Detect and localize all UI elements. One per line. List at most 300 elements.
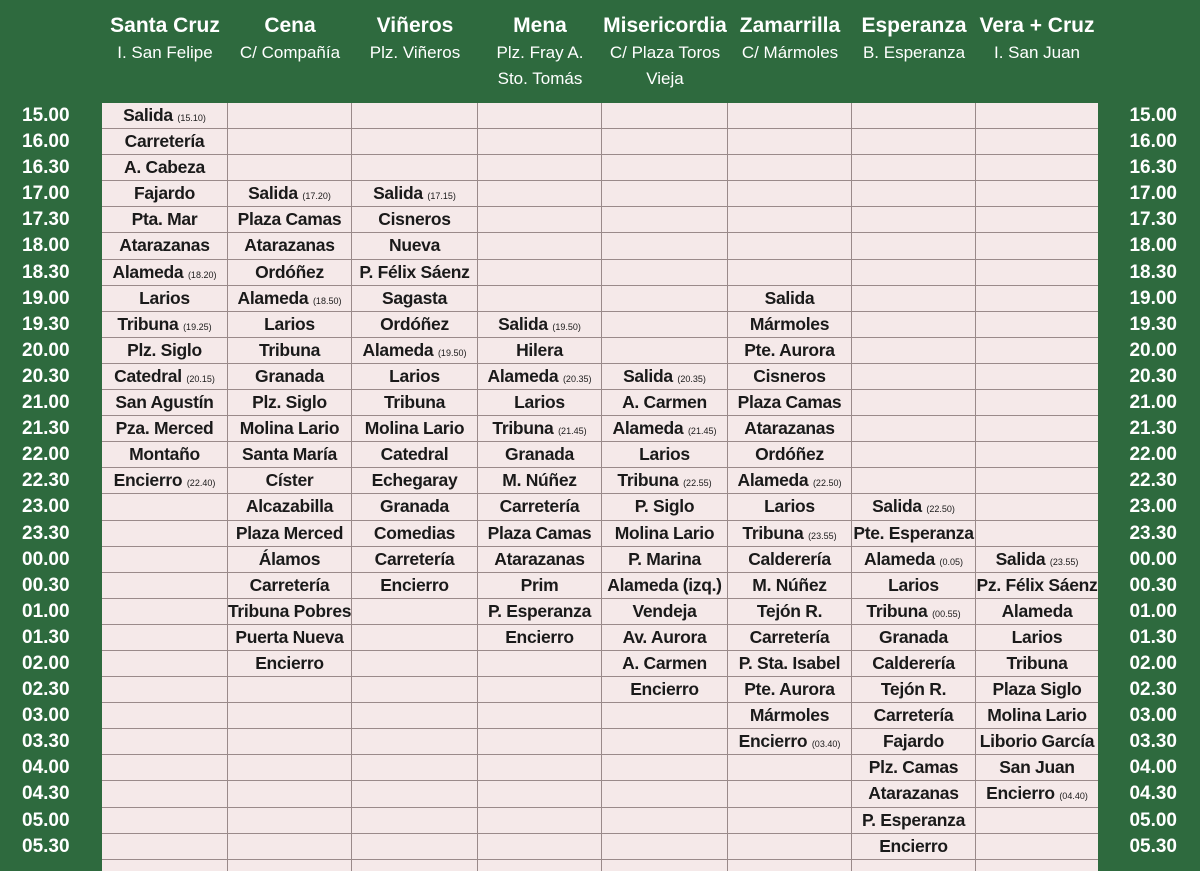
schedule-cell	[976, 834, 1098, 860]
exact-time-note: (18.20)	[187, 269, 217, 280]
schedule-cell	[228, 729, 351, 755]
schedule-cell	[976, 547, 1098, 573]
schedule-cell: Fajardo	[852, 729, 975, 755]
schedule-cell	[478, 677, 601, 703]
schedule-cell	[602, 155, 727, 181]
time-label: 05.00	[22, 809, 70, 831]
exact-time-note: (22.40)	[186, 478, 216, 489]
schedule-cell	[852, 286, 975, 312]
schedule-cell: Tribuna	[228, 338, 351, 364]
schedule-cell: Encierro	[852, 834, 975, 860]
schedule-cell: Carretería	[478, 494, 601, 520]
time-label: 00.30	[1129, 574, 1177, 596]
schedule-cell: Molina Lario	[602, 521, 727, 547]
brotherhood-name: Vera + Cruz	[979, 14, 1095, 37]
schedule-cell: Plaza Camas	[478, 521, 601, 547]
schedule-cell	[728, 781, 851, 807]
schedule-cell: A. Carmen	[602, 651, 727, 677]
schedule-cell	[728, 103, 851, 129]
schedule-cell	[478, 233, 601, 259]
schedule-cell	[352, 808, 477, 834]
street-name: Alameda	[362, 339, 434, 360]
schedule-cell	[352, 181, 477, 207]
schedule-cell: Carretería	[352, 547, 477, 573]
brotherhood-column	[102, 103, 228, 871]
schedule-cell: Álamos	[228, 547, 351, 573]
schedule-cell	[852, 468, 975, 494]
schedule-cell	[602, 729, 727, 755]
schedule-cell	[352, 677, 477, 703]
time-label: 03.00	[1129, 705, 1177, 727]
exact-time-note: (04.40)	[1059, 791, 1088, 802]
departure-location: C/ Compañía	[239, 43, 341, 62]
schedule-cell	[102, 364, 227, 390]
street-name: Tribuna	[617, 470, 679, 491]
time-label: 18.00	[1129, 235, 1177, 257]
street-name: Salida	[498, 313, 548, 334]
schedule-cell	[602, 233, 727, 259]
time-label: 01.30	[22, 626, 70, 648]
header-zamarrilla	[728, 12, 852, 66]
time-label: 05.00	[1129, 809, 1177, 831]
time-label: 23.30	[22, 522, 70, 544]
exact-time-note: (15.10)	[177, 113, 206, 123]
schedule-cell: Granada	[478, 442, 601, 468]
schedule-cell: Molina Lario	[976, 703, 1098, 729]
exact-time-note: (17.15)	[427, 191, 456, 202]
time-label: 21.00	[1129, 392, 1177, 414]
schedule-cell	[102, 755, 227, 781]
time-label: 02.30	[1129, 679, 1177, 701]
schedule-cell	[478, 755, 601, 781]
schedule-cell	[102, 677, 227, 703]
schedule-cell: A. Cabeza	[102, 155, 227, 181]
time-label: 15.00	[22, 105, 70, 126]
schedule-cell	[602, 468, 727, 494]
time-label: 00.00	[1129, 548, 1177, 570]
schedule-cell: San Juan	[976, 755, 1098, 781]
schedule-cell: P. Siglo	[602, 494, 727, 520]
schedule-cell	[728, 181, 851, 207]
schedule-cell	[852, 338, 975, 364]
exact-time-note: (0.05)	[939, 556, 963, 567]
time-label: 23.00	[1129, 496, 1177, 518]
exact-time-note: (00.55)	[932, 608, 961, 619]
schedule-cell	[852, 103, 975, 129]
street-name: Alameda	[864, 548, 935, 569]
street-name: Tribuna	[492, 418, 554, 439]
street-name: Encierro	[986, 783, 1055, 804]
street-name: Salida	[872, 496, 922, 517]
schedule-cell	[478, 129, 601, 155]
schedule-cell	[478, 808, 601, 834]
header-vera-cruz	[976, 12, 1098, 66]
schedule-cell	[976, 207, 1098, 233]
schedule-cell: Plaza Merced	[228, 521, 351, 547]
header-misericordia	[602, 12, 728, 92]
schedule-cell	[102, 521, 227, 547]
time-label: 01.00	[22, 600, 70, 622]
schedule-cell	[976, 181, 1098, 207]
schedule-cell: Ordóñez	[728, 442, 851, 468]
schedule-cell: Encierro	[478, 625, 601, 651]
schedule-cell	[976, 468, 1098, 494]
schedule-cell	[478, 260, 601, 286]
schedule-cell	[102, 834, 227, 860]
schedule-cell: P. Sta. Isabel	[728, 651, 851, 677]
schedule-cell	[728, 808, 851, 834]
schedule-cell: M. Núñez	[728, 573, 851, 599]
schedule-cell	[228, 286, 351, 312]
schedule-cell	[102, 781, 227, 807]
time-label: 21.30	[22, 418, 70, 440]
time-label: 03.30	[22, 731, 70, 753]
street-name: Alameda	[737, 470, 809, 491]
time-label: 19.00	[1129, 287, 1177, 309]
schedule-cell: Tribuna Pobres	[228, 599, 351, 625]
schedule-cell	[852, 494, 975, 520]
schedule-cell: Larios	[728, 494, 851, 520]
time-label: 22.00	[1129, 444, 1177, 466]
schedule-cell: Mármoles	[728, 703, 851, 729]
departure-location: C/ Plaza Toros Vieja	[609, 43, 721, 88]
schedule-cell: Granada	[228, 364, 351, 390]
schedule-cell	[228, 703, 351, 729]
schedule-cell: Alameda	[976, 599, 1098, 625]
schedule-cell: Atarazanas	[852, 781, 975, 807]
schedule-cell: Larios	[228, 312, 351, 338]
time-label: 23.00	[22, 496, 70, 518]
schedule-cell	[478, 729, 601, 755]
schedule-cell	[478, 155, 601, 181]
schedule-cell: Pz. Félix Sáenz	[976, 573, 1098, 599]
time-label: 16.30	[1129, 157, 1177, 179]
schedule-cell	[102, 260, 227, 286]
exact-time-note: (19.50)	[552, 321, 581, 332]
schedule-cell	[228, 808, 351, 834]
schedule-cell	[728, 233, 851, 259]
schedule-cell: Encierro	[602, 677, 727, 703]
time-label: 20.00	[22, 339, 70, 361]
schedule-cell	[352, 703, 477, 729]
time-label: 04.30	[1129, 783, 1177, 805]
exact-time-note: (20.35)	[677, 373, 706, 384]
schedule-cell	[852, 207, 975, 233]
exact-time-note: (03.40)	[811, 739, 841, 750]
schedule-cell: Larios	[102, 286, 227, 312]
schedule-cell	[976, 390, 1098, 416]
schedule-cell	[102, 729, 227, 755]
brotherhood-column	[352, 103, 478, 871]
schedule-cell	[976, 416, 1098, 442]
schedule-cell: Alcazabilla	[228, 494, 351, 520]
schedule-cell: Plaza Camas	[728, 390, 851, 416]
schedule-cell	[602, 286, 727, 312]
schedule-cell: Ordóñez	[228, 260, 351, 286]
time-label: 21.30	[1129, 418, 1177, 440]
schedule-cell	[352, 103, 477, 129]
schedule-cell: Alameda (izq.)	[602, 573, 727, 599]
time-label: 16.00	[1129, 131, 1177, 153]
time-label: 17.00	[1129, 183, 1177, 205]
exact-time-note: (22.55)	[683, 478, 712, 489]
departure-location: Plz. Fray A. Sto. Tomás	[496, 43, 584, 88]
schedule-cell	[976, 494, 1098, 520]
schedule-cell: Atarazanas	[478, 547, 601, 573]
schedule-cell: Carretería	[852, 703, 975, 729]
time-label: 03.00	[22, 705, 70, 727]
schedule-cell: A. Carmen	[602, 390, 727, 416]
exact-time-note: (19.25)	[183, 321, 212, 332]
street-name: Alameda	[612, 418, 684, 439]
street-name: Encierro	[738, 731, 808, 752]
exact-time-note: (22.50)	[812, 478, 842, 489]
header-santa-cruz	[102, 12, 228, 66]
street-name: Alameda	[237, 287, 309, 308]
time-label: 18.30	[22, 261, 70, 283]
schedule-cell	[976, 808, 1098, 834]
schedule-cell	[102, 468, 227, 494]
schedule-cell	[102, 103, 227, 129]
schedule-cell: Tribuna	[976, 651, 1098, 677]
schedule-cell: Av. Aurora	[602, 625, 727, 651]
schedule-cell: Salida	[728, 286, 851, 312]
schedule-cell	[602, 312, 727, 338]
schedule-cell: Catedral	[352, 442, 477, 468]
time-label: 19.00	[22, 287, 70, 309]
schedule-cell	[976, 260, 1098, 286]
schedule-cell	[352, 625, 477, 651]
schedule-cell	[728, 834, 851, 860]
time-label: 16.00	[22, 131, 70, 153]
schedule-cell	[352, 155, 477, 181]
schedule-cell	[602, 181, 727, 207]
schedule-cell: Encierro	[228, 651, 351, 677]
schedule-cell: Tejón R.	[852, 677, 975, 703]
brotherhood-name: Santa Cruz	[110, 14, 220, 37]
exact-time-note: (22.50)	[926, 504, 955, 515]
schedule-cell: Hilera	[478, 338, 601, 364]
time-label: 04.30	[22, 783, 70, 805]
schedule-cell	[102, 494, 227, 520]
exact-time-note: (23.55)	[808, 530, 837, 541]
time-label: 02.00	[1129, 652, 1177, 674]
schedule-cell: Pte. Aurora	[728, 677, 851, 703]
schedule-cell: Císter	[228, 468, 351, 494]
schedule-cell	[852, 260, 975, 286]
schedule-cell	[352, 781, 477, 807]
schedule-cell: Cisneros	[352, 207, 477, 233]
time-label: 19.30	[1129, 313, 1177, 335]
schedule-cell	[976, 312, 1098, 338]
header-mena	[478, 12, 602, 92]
schedule-cell	[602, 781, 727, 807]
schedule-cell: Mármoles	[728, 312, 851, 338]
schedule-cell: Larios	[976, 625, 1098, 651]
schedule-cell	[102, 808, 227, 834]
schedule-cell: Plz. Siglo	[102, 338, 227, 364]
schedule-cell: P. Esperanza	[852, 808, 975, 834]
schedule-cell: P. Marina	[602, 547, 727, 573]
exact-time-note: (17.20)	[302, 191, 331, 202]
schedule-cell	[228, 781, 351, 807]
time-label: 19.30	[22, 313, 70, 335]
schedule-cell: Carretería	[728, 625, 851, 651]
schedule-cell	[602, 103, 727, 129]
schedule-cell	[478, 703, 601, 729]
schedule-cell	[976, 781, 1098, 807]
schedule-cell: Larios	[478, 390, 601, 416]
schedule-cell: Plz. Siglo	[228, 390, 351, 416]
schedule-cell: Cisneros	[728, 364, 851, 390]
schedule-cell: Pta. Mar	[102, 207, 227, 233]
street-name: Tribuna	[117, 313, 179, 334]
time-label: 04.00	[1129, 757, 1177, 779]
schedule-cell	[102, 312, 227, 338]
schedule-cell	[976, 286, 1098, 312]
street-name: Salida	[373, 183, 423, 204]
schedule-cell: Atarazanas	[102, 233, 227, 259]
schedule-cell	[976, 233, 1098, 259]
time-label: 02.00	[22, 652, 70, 674]
schedule-cell: Tejón R.	[728, 599, 851, 625]
schedule-cell	[852, 129, 975, 155]
schedule-cell	[228, 129, 351, 155]
departure-location: C/ Mármoles	[741, 43, 839, 62]
time-label: 05.30	[22, 835, 70, 857]
schedule-cell: Calderería	[728, 547, 851, 573]
street-name: Tribuna	[742, 522, 804, 543]
street-name: Alameda	[112, 261, 184, 282]
schedule-cell: Larios	[352, 364, 477, 390]
schedule-cell: Encierro	[352, 573, 477, 599]
schedule-cell	[228, 677, 351, 703]
schedule-cell	[478, 781, 601, 807]
schedule-cell	[478, 181, 601, 207]
schedule-cell	[228, 834, 351, 860]
schedule-cell	[102, 625, 227, 651]
schedule-cell	[852, 155, 975, 181]
schedule-cell: Carretería	[228, 573, 351, 599]
time-label: 01.00	[1129, 600, 1177, 622]
schedule-cell	[478, 651, 601, 677]
time-label: 23.30	[1129, 522, 1177, 544]
schedule-cell	[728, 155, 851, 181]
schedule-cell: San Agustín	[102, 390, 227, 416]
schedule-cell	[352, 834, 477, 860]
schedule-cell	[728, 729, 851, 755]
exact-time-note: (23.55)	[1049, 556, 1079, 567]
schedule-cell: Montaño	[102, 442, 227, 468]
schedule-cell: Atarazanas	[728, 416, 851, 442]
schedule-cell	[228, 155, 351, 181]
schedule-cell	[352, 755, 477, 781]
schedule-cell	[976, 521, 1098, 547]
schedule-cell	[602, 755, 727, 781]
schedule-cell	[602, 834, 727, 860]
schedule-cell	[228, 181, 351, 207]
schedule-cell: Larios	[852, 573, 975, 599]
schedule-cell	[478, 834, 601, 860]
schedule-cell	[602, 260, 727, 286]
schedule-cell	[852, 442, 975, 468]
schedule-cell	[602, 416, 727, 442]
schedule-cell: Pte. Aurora	[728, 338, 851, 364]
schedule-cell: Granada	[852, 625, 975, 651]
schedule-grid	[102, 103, 1098, 871]
schedule-cell: Plz. Camas	[852, 755, 975, 781]
schedule-cell	[852, 233, 975, 259]
schedule-cell	[728, 129, 851, 155]
schedule-cell: Liborio García	[976, 729, 1098, 755]
header-cena	[228, 12, 352, 66]
schedule-cell	[728, 755, 851, 781]
time-label: 17.30	[1129, 209, 1177, 231]
schedule-cell	[728, 521, 851, 547]
schedule-cell: Tribuna	[352, 390, 477, 416]
schedule-cell	[102, 651, 227, 677]
schedule-cell: Atarazanas	[228, 233, 351, 259]
schedule-cell	[728, 207, 851, 233]
schedule-cell: Plaza Siglo	[976, 677, 1098, 703]
schedule-cell: M. Núñez	[478, 468, 601, 494]
street-name: Encierro	[113, 470, 183, 491]
schedule-cell: P. Esperanza	[478, 599, 601, 625]
schedule-cell: Calderería	[852, 651, 975, 677]
schedule-cell	[602, 703, 727, 729]
schedule-cell	[478, 207, 601, 233]
time-label: 20.30	[22, 365, 70, 387]
exact-time-note: (19.50)	[437, 347, 467, 358]
schedule-cell	[852, 599, 975, 625]
schedule-cell: Pza. Merced	[102, 416, 227, 442]
street-name: Salida	[123, 105, 173, 125]
street-name: Salida	[623, 365, 673, 386]
schedule-cell	[602, 129, 727, 155]
schedule-cell: Plaza Camas	[228, 207, 351, 233]
time-label: 15.00	[1129, 105, 1177, 126]
exact-time-note: (20.15)	[186, 373, 215, 384]
time-label: 05.30	[1129, 835, 1177, 857]
brotherhood-column	[976, 103, 1098, 871]
time-label: 20.00	[1129, 339, 1177, 361]
schedule-cell	[228, 103, 351, 129]
schedule-cell	[352, 338, 477, 364]
schedule-cell	[976, 338, 1098, 364]
schedule-cell	[352, 599, 477, 625]
time-label: 00.30	[22, 574, 70, 596]
time-label: 18.00	[22, 235, 70, 257]
schedule-cell	[352, 651, 477, 677]
schedule-cell	[478, 364, 601, 390]
time-column-right	[1099, 103, 1199, 860]
departure-location: Plz. Viñeros	[369, 43, 461, 62]
schedule-cell: Prim	[478, 573, 601, 599]
schedule-cell	[976, 129, 1098, 155]
exact-time-note: (18.50)	[312, 295, 342, 306]
brotherhood-column	[228, 103, 352, 871]
time-label: 16.30	[22, 157, 70, 179]
schedule-cell: Echegaray	[352, 468, 477, 494]
time-label: 20.30	[1129, 365, 1177, 387]
schedule-cell	[852, 364, 975, 390]
brotherhood-name: Viñeros	[376, 14, 454, 37]
schedule-cell	[602, 207, 727, 233]
time-label: 22.30	[1129, 470, 1177, 492]
exact-time-note: (21.45)	[558, 426, 587, 437]
schedule-cell: Granada	[352, 494, 477, 520]
schedule-cell	[852, 547, 975, 573]
